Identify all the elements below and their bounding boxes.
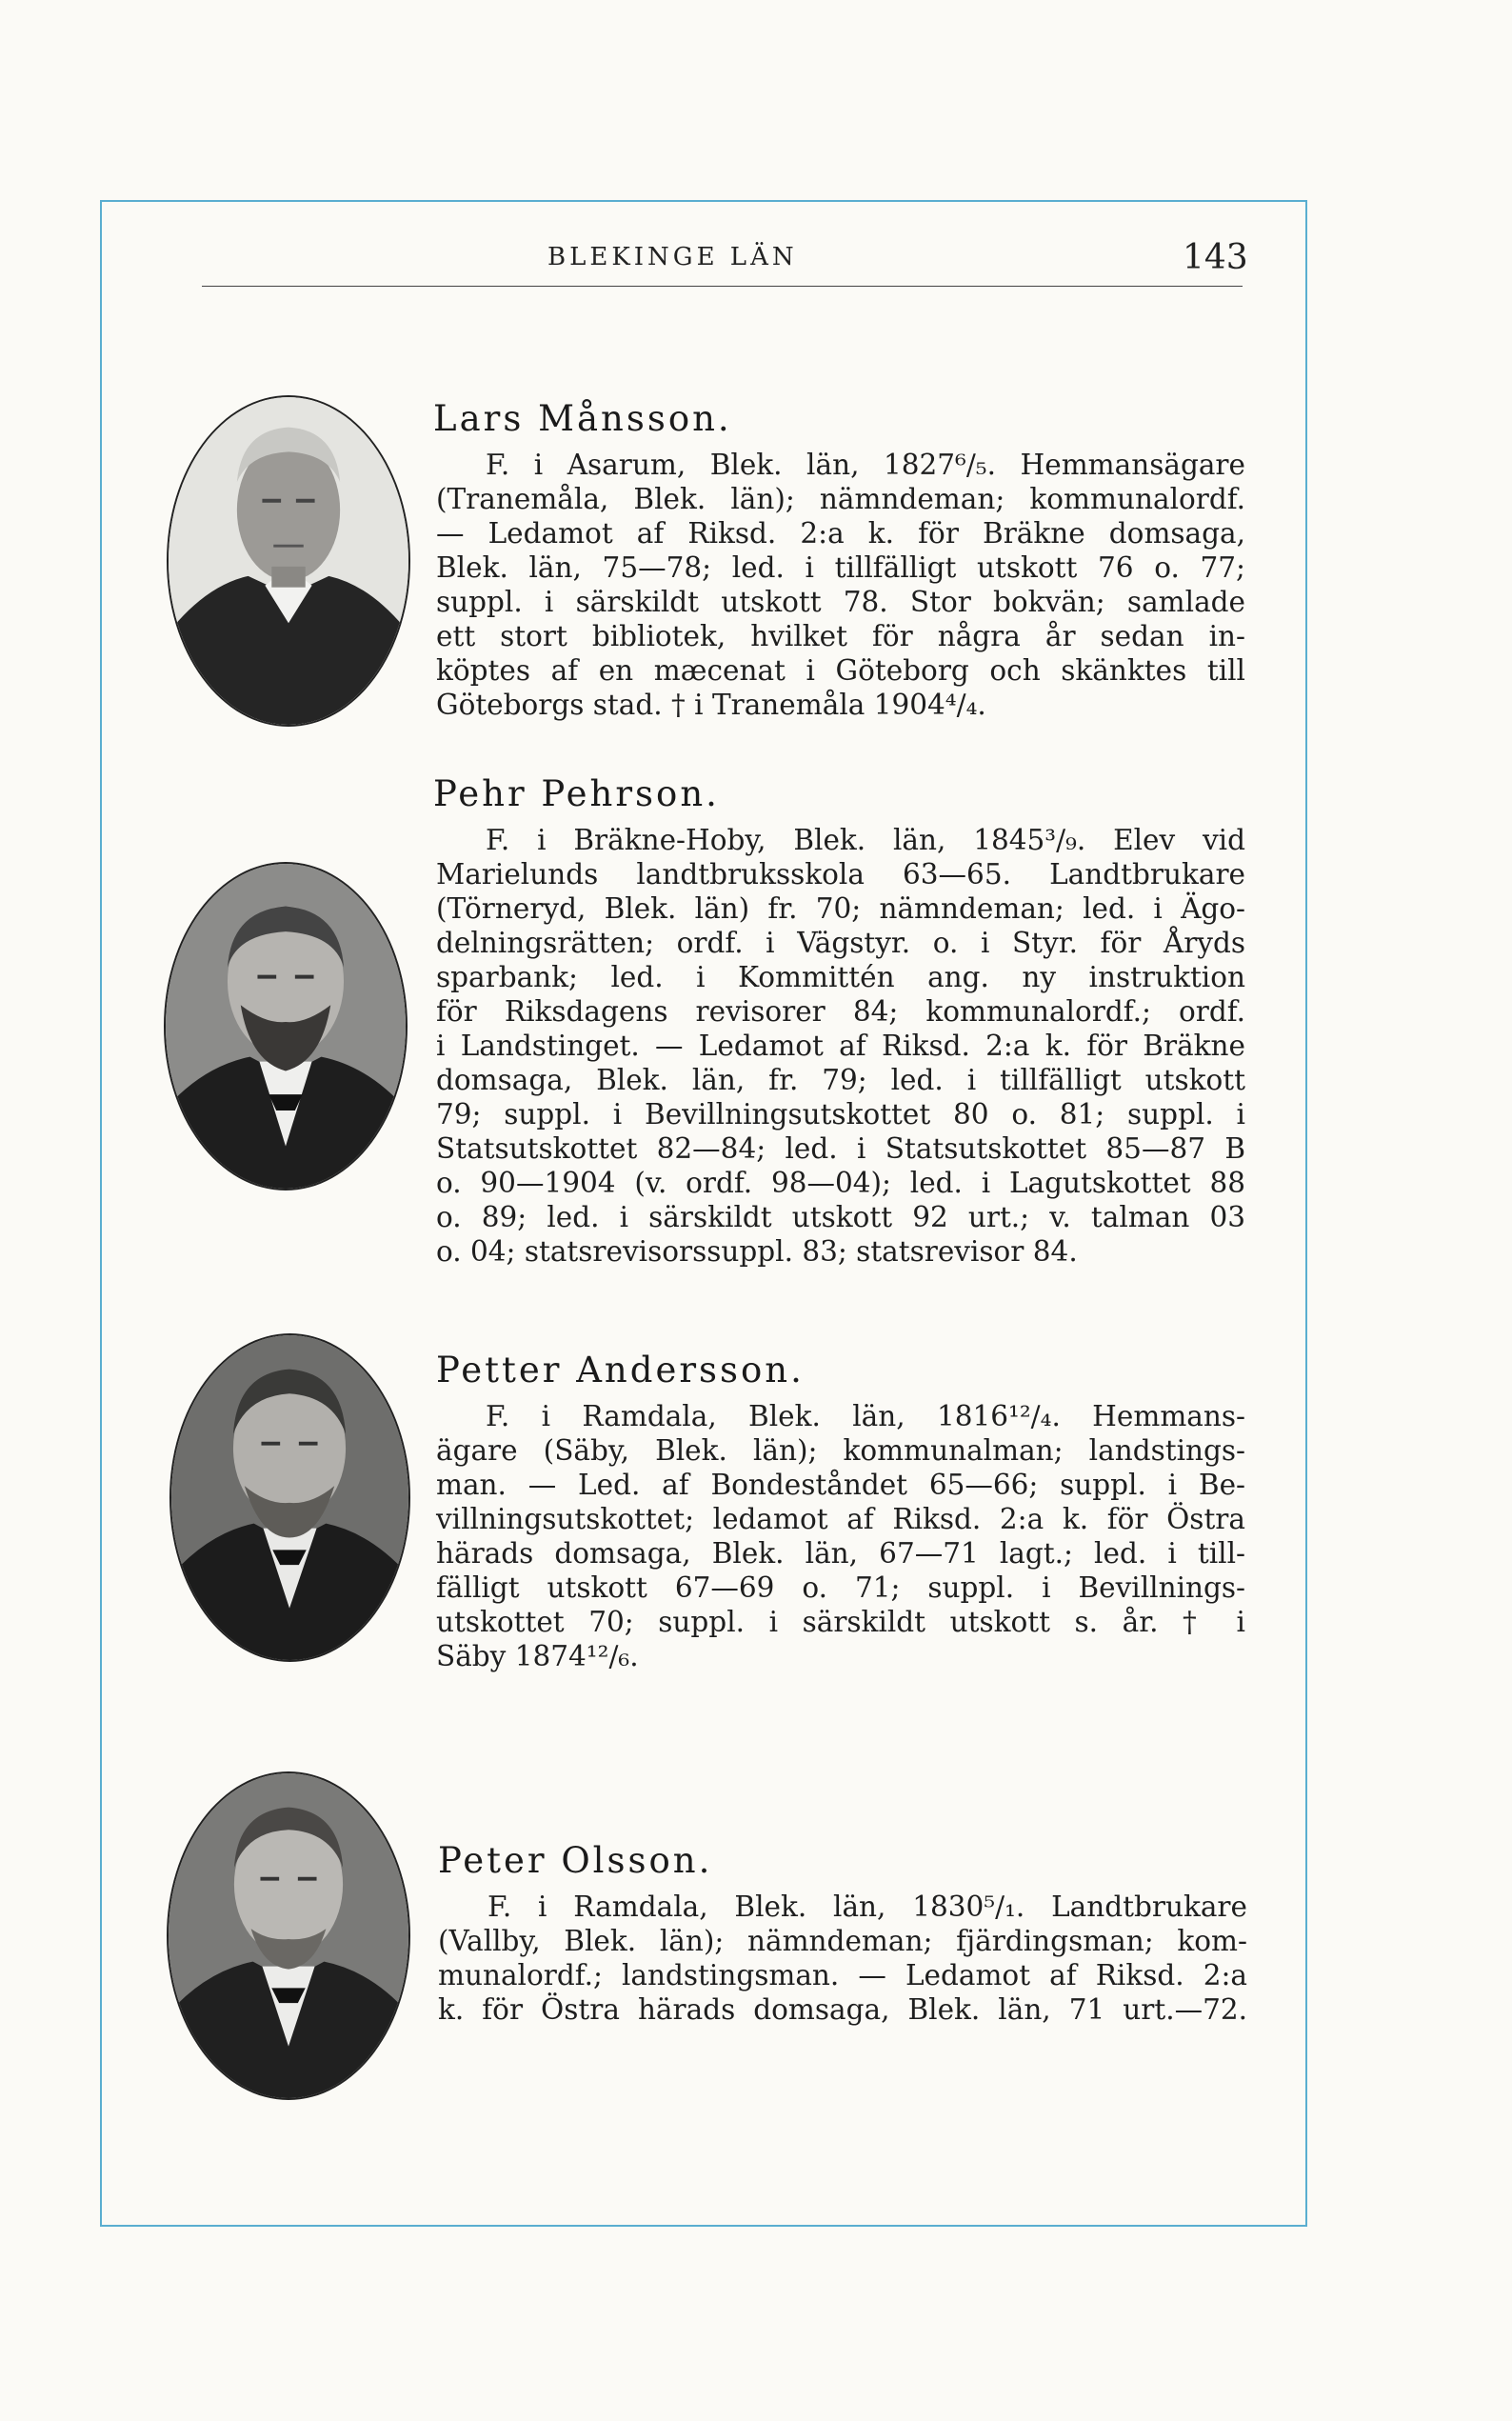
bio-line: (Tranemåla, Blek. län); nämndeman; kommunalordf.	[436, 483, 1245, 515]
bio-line: Göteborgs stad. † i Tranemåla 1904⁴/₄.	[436, 689, 986, 721]
bio-line: fälligt utskott 67—69 o. 71; suppl. i Bevillnings-	[436, 1571, 1245, 1604]
bio-line: för Riksdagens revisorer 84; kommunalordf.; ordf.	[436, 995, 1245, 1028]
bio-line: o. 89; led. i särskildt utskott 92 urt.; v. talman 03	[436, 1201, 1245, 1233]
bio-line: ett stort bibliotek, hvilket för några år sedan in-	[436, 620, 1245, 652]
bio-line: o. 90—1904 (v. ordf. 98—04); led. i Lagutskottet 88	[436, 1167, 1245, 1199]
bio-line: sparbank; led. i Kommittén ang. ny instruktion	[436, 961, 1245, 993]
entry-biography	[436, 448, 1245, 722]
bio-line: Marielunds landtbruksskola 63—65. Landtbrukare	[436, 858, 1245, 890]
bio-line: Säby 1874¹²/₆.	[436, 1640, 639, 1672]
entry-biography	[436, 1399, 1245, 1673]
portrait-lars-mansson	[167, 395, 410, 727]
bio-line: Blek. län, 75—78; led. i tillfälligt utskott 76 o. 77;	[436, 551, 1245, 584]
bio-line: domsaga, Blek. län, fr. 79; led. i tillfälligt utskott	[436, 1064, 1245, 1096]
bio-line: härads domsaga, Blek. län, 67—71 lagt.; led. i till-	[436, 1537, 1245, 1570]
bio-line: o. 04; statsrevisorssuppl. 83; statsrevisor 84.	[436, 1235, 1078, 1268]
bio-line: Statsutskottet 82—84; led. i Statsutskottet 85—87 B	[436, 1132, 1245, 1165]
entry-name: Lars Månsson.	[433, 398, 732, 439]
bio-line: köptes af en mæcenat i Göteborg och skänktes till	[436, 654, 1245, 687]
bio-line: ägare (Säby, Blek. län); kommunalman; landstings-	[436, 1434, 1245, 1467]
bio-line: F. i Ramdala, Blek. län, 1830⁵/₁. Landtbrukare	[487, 1891, 1247, 1923]
bio-line: F. i Ramdala, Blek. län, 1816¹²/₄. Hemmans-	[486, 1400, 1245, 1432]
bio-line: 79; suppl. i Bevillningsutskottet 80 o. 81; suppl. i	[436, 1098, 1245, 1130]
portrait-petter-andersson	[169, 1333, 410, 1662]
bio-line: F. i Bräkne-Hoby, Blek. län, 1845³/₉. Elev vid	[486, 824, 1245, 856]
bio-line: utskottet 70; suppl. i särskildt utskott s. år. † i	[436, 1606, 1245, 1638]
bio-line: villningsutskottet; ledamot af Riksd. 2:a k. för Östra	[436, 1503, 1245, 1535]
bio-line: delningsrätten; ordf. i Vägstyr. o. i Styr. för Åryds	[436, 927, 1245, 959]
bio-line: munalordf.; landstingsman. — Ledamot af Riksd. 2:a	[438, 1959, 1247, 1991]
bio-line: suppl. i särskildt utskott 78. Stor bokvän; samlade	[436, 586, 1245, 618]
entry-name: Peter Olsson.	[438, 1840, 713, 1881]
header-rule	[202, 286, 1243, 287]
bio-line: — Ledamot af Riksd. 2:a k. för Bräkne domsaga,	[436, 517, 1245, 550]
entry-biography	[436, 823, 1245, 1269]
bio-line: F. i Asarum, Blek. län, 1827⁶/₅. Hemmansägare	[486, 449, 1245, 481]
bio-line: (Törneryd, Blek. län) fr. 70; nämndeman; led. i Ägo-	[436, 892, 1245, 925]
bio-line: (Vallby, Blek. län); nämndeman; fjärdingsman; kom-	[438, 1925, 1247, 1957]
entry-name: Pehr Pehrson.	[433, 773, 720, 814]
bio-line: man. — Led. af Bondeståndet 65—66; suppl. i Be-	[436, 1469, 1245, 1501]
entry-biography	[438, 1890, 1247, 2027]
page-number: 143	[1183, 238, 1248, 277]
running-header: BLEKINGE LÄN	[547, 243, 798, 271]
bio-line: i Landstinget. — Ledamot af Riksd. 2:a k. för Bräkne	[436, 1030, 1245, 1062]
bio-line: k. för Östra härads domsaga, Blek. län, 71 urt.—72.	[438, 1993, 1247, 2026]
entry-name: Petter Andersson.	[436, 1350, 805, 1391]
portrait-peter-olsson	[167, 1771, 410, 2100]
portrait-pehr-pehrson	[164, 862, 408, 1190]
